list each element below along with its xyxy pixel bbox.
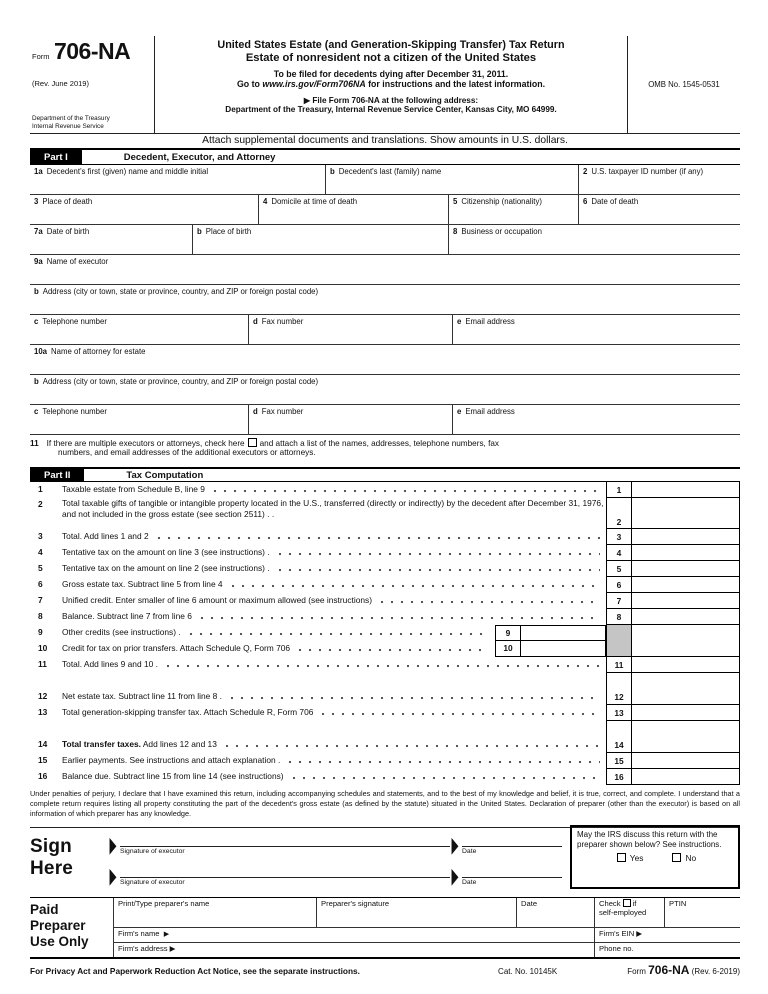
arrowhead-icon: ▶: [451, 862, 459, 889]
field-place-of-death[interactable]: 3 Place of death: [34, 197, 93, 206]
shaded-cell: [606, 641, 632, 657]
field-executor-name[interactable]: 9a Name of executor: [34, 257, 109, 266]
part1-row-6: [30, 315, 740, 345]
line-9-inner-amount[interactable]: [520, 625, 606, 641]
dot-leader: [231, 577, 600, 589]
dot-leader: [292, 769, 600, 781]
part2-line-15: 15 Earlier payments. See instructions and attach explanation . 15: [30, 753, 740, 769]
line-16-amount[interactable]: [632, 769, 740, 785]
dot-leader: [225, 737, 600, 749]
firm-name-field[interactable]: Firm's name ▶: [118, 928, 170, 938]
dot-leader: [278, 545, 600, 557]
irs-discuss-yes-checkbox[interactable]: [617, 853, 626, 862]
field-attorney-address[interactable]: b Address (city or town, state or province, country, and ZIP or foreign postal code): [34, 377, 319, 386]
field-executor-fax[interactable]: d Fax number: [248, 315, 452, 344]
line-11-amount[interactable]: [632, 657, 740, 673]
field-attorney-name[interactable]: 10a Name of attorney for estate: [34, 347, 146, 356]
dot-leader: [321, 705, 600, 717]
privacy-act-notice: For Privacy Act and Paperwork Reduction Act Notice, see the separate instructions.: [30, 966, 360, 976]
executor-signature-line-1[interactable]: Signature of executor: [120, 846, 450, 855]
preparer-signature-field[interactable]: Preparer's signature: [316, 898, 516, 927]
line-3-amount[interactable]: [632, 529, 740, 545]
sign-here-label: Sign Here: [30, 836, 74, 879]
line-13-amount[interactable]: [632, 705, 740, 721]
field-executor-email[interactable]: e Email address: [452, 315, 740, 344]
dot-leader: [298, 641, 489, 653]
attach-note: Attach supplemental documents and translations. Show amounts in U.S. dollars.: [30, 134, 740, 150]
field-date-of-death[interactable]: 6 Date of death: [578, 195, 740, 224]
multiple-executors-checkbox[interactable]: [248, 438, 257, 447]
firm-address-field[interactable]: Firm's address ▶: [118, 943, 176, 953]
filed-line: To be filed for decedents dying after December 31, 2011.: [273, 69, 509, 79]
line-15-amount[interactable]: [632, 753, 740, 769]
firm-ein-field[interactable]: Firm's EIN ▶: [594, 928, 740, 942]
part1-row-1: [30, 165, 740, 195]
part2-label: Part II: [30, 469, 84, 481]
part2-line-2: 2 Total taxable gifts of tangible or intangible property located in the U.S., transferred (directly or indirectly) by the decedent after December 31, 1976, and not included in the gross estate (see section 2511) . . 2: [30, 498, 740, 529]
part1-row-9: [30, 405, 740, 435]
form-number: 706-NA: [53, 38, 131, 64]
field-domicile[interactable]: 4 Domicile at time of death: [258, 195, 448, 224]
field-decedent-last-name[interactable]: b Decedent's last (family) name: [325, 165, 578, 194]
field-date-of-birth[interactable]: 7a Date of birth: [34, 227, 90, 236]
dot-leader: [380, 593, 600, 605]
shaded-cell: [606, 625, 632, 641]
part1-row-8: [30, 375, 740, 405]
part2-line-5: 5 Tentative tax on the amount on line 2 (see instructions) . 5: [30, 561, 740, 577]
arrowhead-icon: ▶: [451, 831, 459, 857]
part2-title: Tax Computation: [126, 469, 204, 481]
dot-leader: [213, 482, 600, 494]
goto-line: Go to www.irs.gov/Form706NA for instructions and the latest information.: [236, 79, 546, 89]
catalog-number: Cat. No. 10145K: [498, 967, 558, 976]
arrowhead-icon: ▶: [109, 862, 117, 889]
field-executor-telephone[interactable]: c Telephone number: [34, 317, 107, 326]
part2-line-8: 8 Balance. Subtract line 7 from line 6 8: [30, 609, 740, 625]
line-4-amount[interactable]: [632, 545, 740, 561]
omb-number: OMB No. 1545-0531: [648, 80, 720, 89]
part2-line-12: 12 Net estate tax. Subtract line 11 from line 8 . 12: [30, 689, 740, 705]
dot-leader: [189, 625, 489, 637]
field-attorney-email[interactable]: e Email address: [452, 405, 740, 434]
dot-leader: [288, 753, 600, 765]
part2-spacer: [30, 721, 740, 737]
self-employed-field: Check if self-employed: [594, 898, 664, 927]
irs-discuss-box: May the IRS discuss this return with the preparer shown below? See instructions. Yes No: [570, 825, 740, 889]
part2-line-13: 13 Total generation-skipping transfer tax. Attach Schedule R, Form 706 13: [30, 705, 740, 721]
part2-line-14: 14 Total transfer taxes. Add lines 12 and 13 14: [30, 737, 740, 753]
dot-leader: [230, 689, 600, 701]
form-title: United States Estate (and Generation-Skipping Transfer) Tax Return: [217, 39, 565, 51]
part2-line-7: 7 Unified credit. Enter smaller of line 6 amount or maximum allowed (see instructions) 7: [30, 593, 740, 609]
part1-title: Decedent, Executor, and Attorney: [123, 151, 276, 163]
irs-discuss-no-checkbox[interactable]: [672, 853, 681, 862]
part2-spacer: [30, 673, 740, 689]
revision-date: (Rev. June 2019): [32, 79, 89, 88]
part2-line-10: 10 Credit for tax on prior transfers. Attach Schedule Q, Form 706 10: [30, 641, 740, 657]
part2-line-16: 16 Balance due. Subtract line 15 from line 14 (see instructions) 16: [30, 769, 740, 785]
preparer-date-field[interactable]: Date: [516, 898, 594, 927]
form-header: [30, 36, 740, 134]
sign-here-section: [30, 827, 740, 897]
part2-line-6: 6 Gross estate tax. Subtract line 5 from line 4 6: [30, 577, 740, 593]
line-7-amount[interactable]: [632, 593, 740, 609]
dot-leader: [278, 561, 600, 573]
executor-signature-line-2[interactable]: Signature of executor: [120, 877, 450, 886]
field-citizenship[interactable]: 5 Citizenship (nationality): [448, 195, 578, 224]
field-decedent-first-name[interactable]: 1a Decedent's first (given) name and middle initial: [34, 167, 209, 176]
form-title-block: [155, 36, 628, 133]
part2-line-9: 9 Other credits (see instructions) . 9: [30, 625, 740, 641]
part2-bar: [30, 467, 740, 482]
footer-form-number: Form 706-NA (Rev. 6-2019): [627, 963, 740, 977]
form-word: Form: [32, 52, 50, 61]
phone-field[interactable]: Phone no.: [594, 943, 740, 957]
part1-row-2: [30, 195, 740, 225]
page-footer: [30, 959, 740, 975]
part1-row-7: [30, 345, 740, 375]
field-place-of-birth[interactable]: b Place of birth: [192, 225, 448, 254]
field-attorney-fax[interactable]: d Fax number: [248, 405, 452, 434]
line-1-amount[interactable]: [632, 482, 740, 498]
part2-line-11: 11 Total. Add lines 9 and 10 . 11: [30, 657, 740, 673]
file-address-head: ▶ File Form 706-NA at the following address:: [303, 96, 479, 105]
line-6-amount[interactable]: [632, 577, 740, 593]
line-8-amount[interactable]: [632, 609, 740, 625]
file-address: Department of the Treasury, Internal Revenue Service Center, Kansas City, MO 64999.: [225, 105, 557, 114]
signature-row-2: [108, 862, 562, 891]
paid-preparer-section: [30, 897, 740, 959]
part2-line-4: 4 Tentative tax on the amount on line 3 (see instructions) . 4: [30, 545, 740, 561]
agency-lines: Department of the Treasury Internal Revenue Service: [32, 115, 110, 130]
dot-leader: [157, 529, 600, 541]
irs-url: www.irs.gov/Form706NA: [262, 79, 366, 89]
paid-preparer-label: Paid Preparer Use Only: [30, 902, 89, 950]
part1-row-4: [30, 255, 740, 285]
field-taxpayer-id[interactable]: 2 U.S. taxpayer ID number (if any): [578, 165, 740, 194]
line-10-inner-amount[interactable]: [520, 641, 606, 657]
line-9-10-blank: [632, 625, 740, 641]
signature-row-1: [108, 831, 562, 860]
form-id-block: [30, 36, 155, 133]
part2-line-3: 3 Total. Add lines 1 and 2 3: [30, 529, 740, 545]
part1-row-3: [30, 225, 740, 255]
self-employed-checkbox[interactable]: [623, 899, 631, 907]
dot-leader: [200, 609, 600, 621]
preparer-name-field[interactable]: Print/Type preparer's name: [118, 899, 210, 908]
line-2-amount[interactable]: [632, 498, 740, 529]
perjury-statement: Under penalties of perjury, I declare that I have examined this return, including accompanying schedules and statements, and to the best of my knowledge and belief, it is true, correct, and complete. I understand that a complete return requires listing all property constituting the part of the decedent's gross estate (as defined by the statute) situated in the United States. Declaration of preparer (other than the executor) is based on all information of which preparer has any knowledge.: [30, 789, 740, 818]
field-business-occupation[interactable]: 8 Business or occupation: [448, 225, 740, 254]
part2-line-1: 1 Taxable estate from Schedule B, line 9 1: [30, 482, 740, 498]
signature-date-1[interactable]: Date: [462, 846, 562, 855]
line-12-amount[interactable]: [632, 689, 740, 705]
field-attorney-telephone[interactable]: c Telephone number: [34, 407, 107, 416]
arrowhead-icon: ▶: [163, 930, 170, 938]
part1-row-5: [30, 285, 740, 315]
line-14-amount[interactable]: [632, 737, 740, 753]
part1-label: Part I: [30, 150, 82, 164]
form-subtitle: Estate of nonresident not a citizen of the United States: [245, 52, 537, 64]
dot-leader: [166, 657, 600, 669]
arrowhead-icon: ▶: [109, 831, 117, 857]
line-9-10-blank: [632, 641, 740, 657]
ptin-field[interactable]: PTIN: [664, 898, 740, 927]
line-11-multiple-executors: 11 If there are multiple executors or attorneys, check here and attach a list of the names, addresses, telephone numbers, fax numbers, and email addresses of the additional executors or attorneys.: [30, 439, 500, 457]
field-executor-address[interactable]: b Address (city or town, state or province, country, and ZIP or foreign postal code): [34, 287, 319, 296]
line-5-amount[interactable]: [632, 561, 740, 577]
signature-date-2[interactable]: Date: [462, 877, 562, 886]
part1-bar: [30, 150, 740, 165]
